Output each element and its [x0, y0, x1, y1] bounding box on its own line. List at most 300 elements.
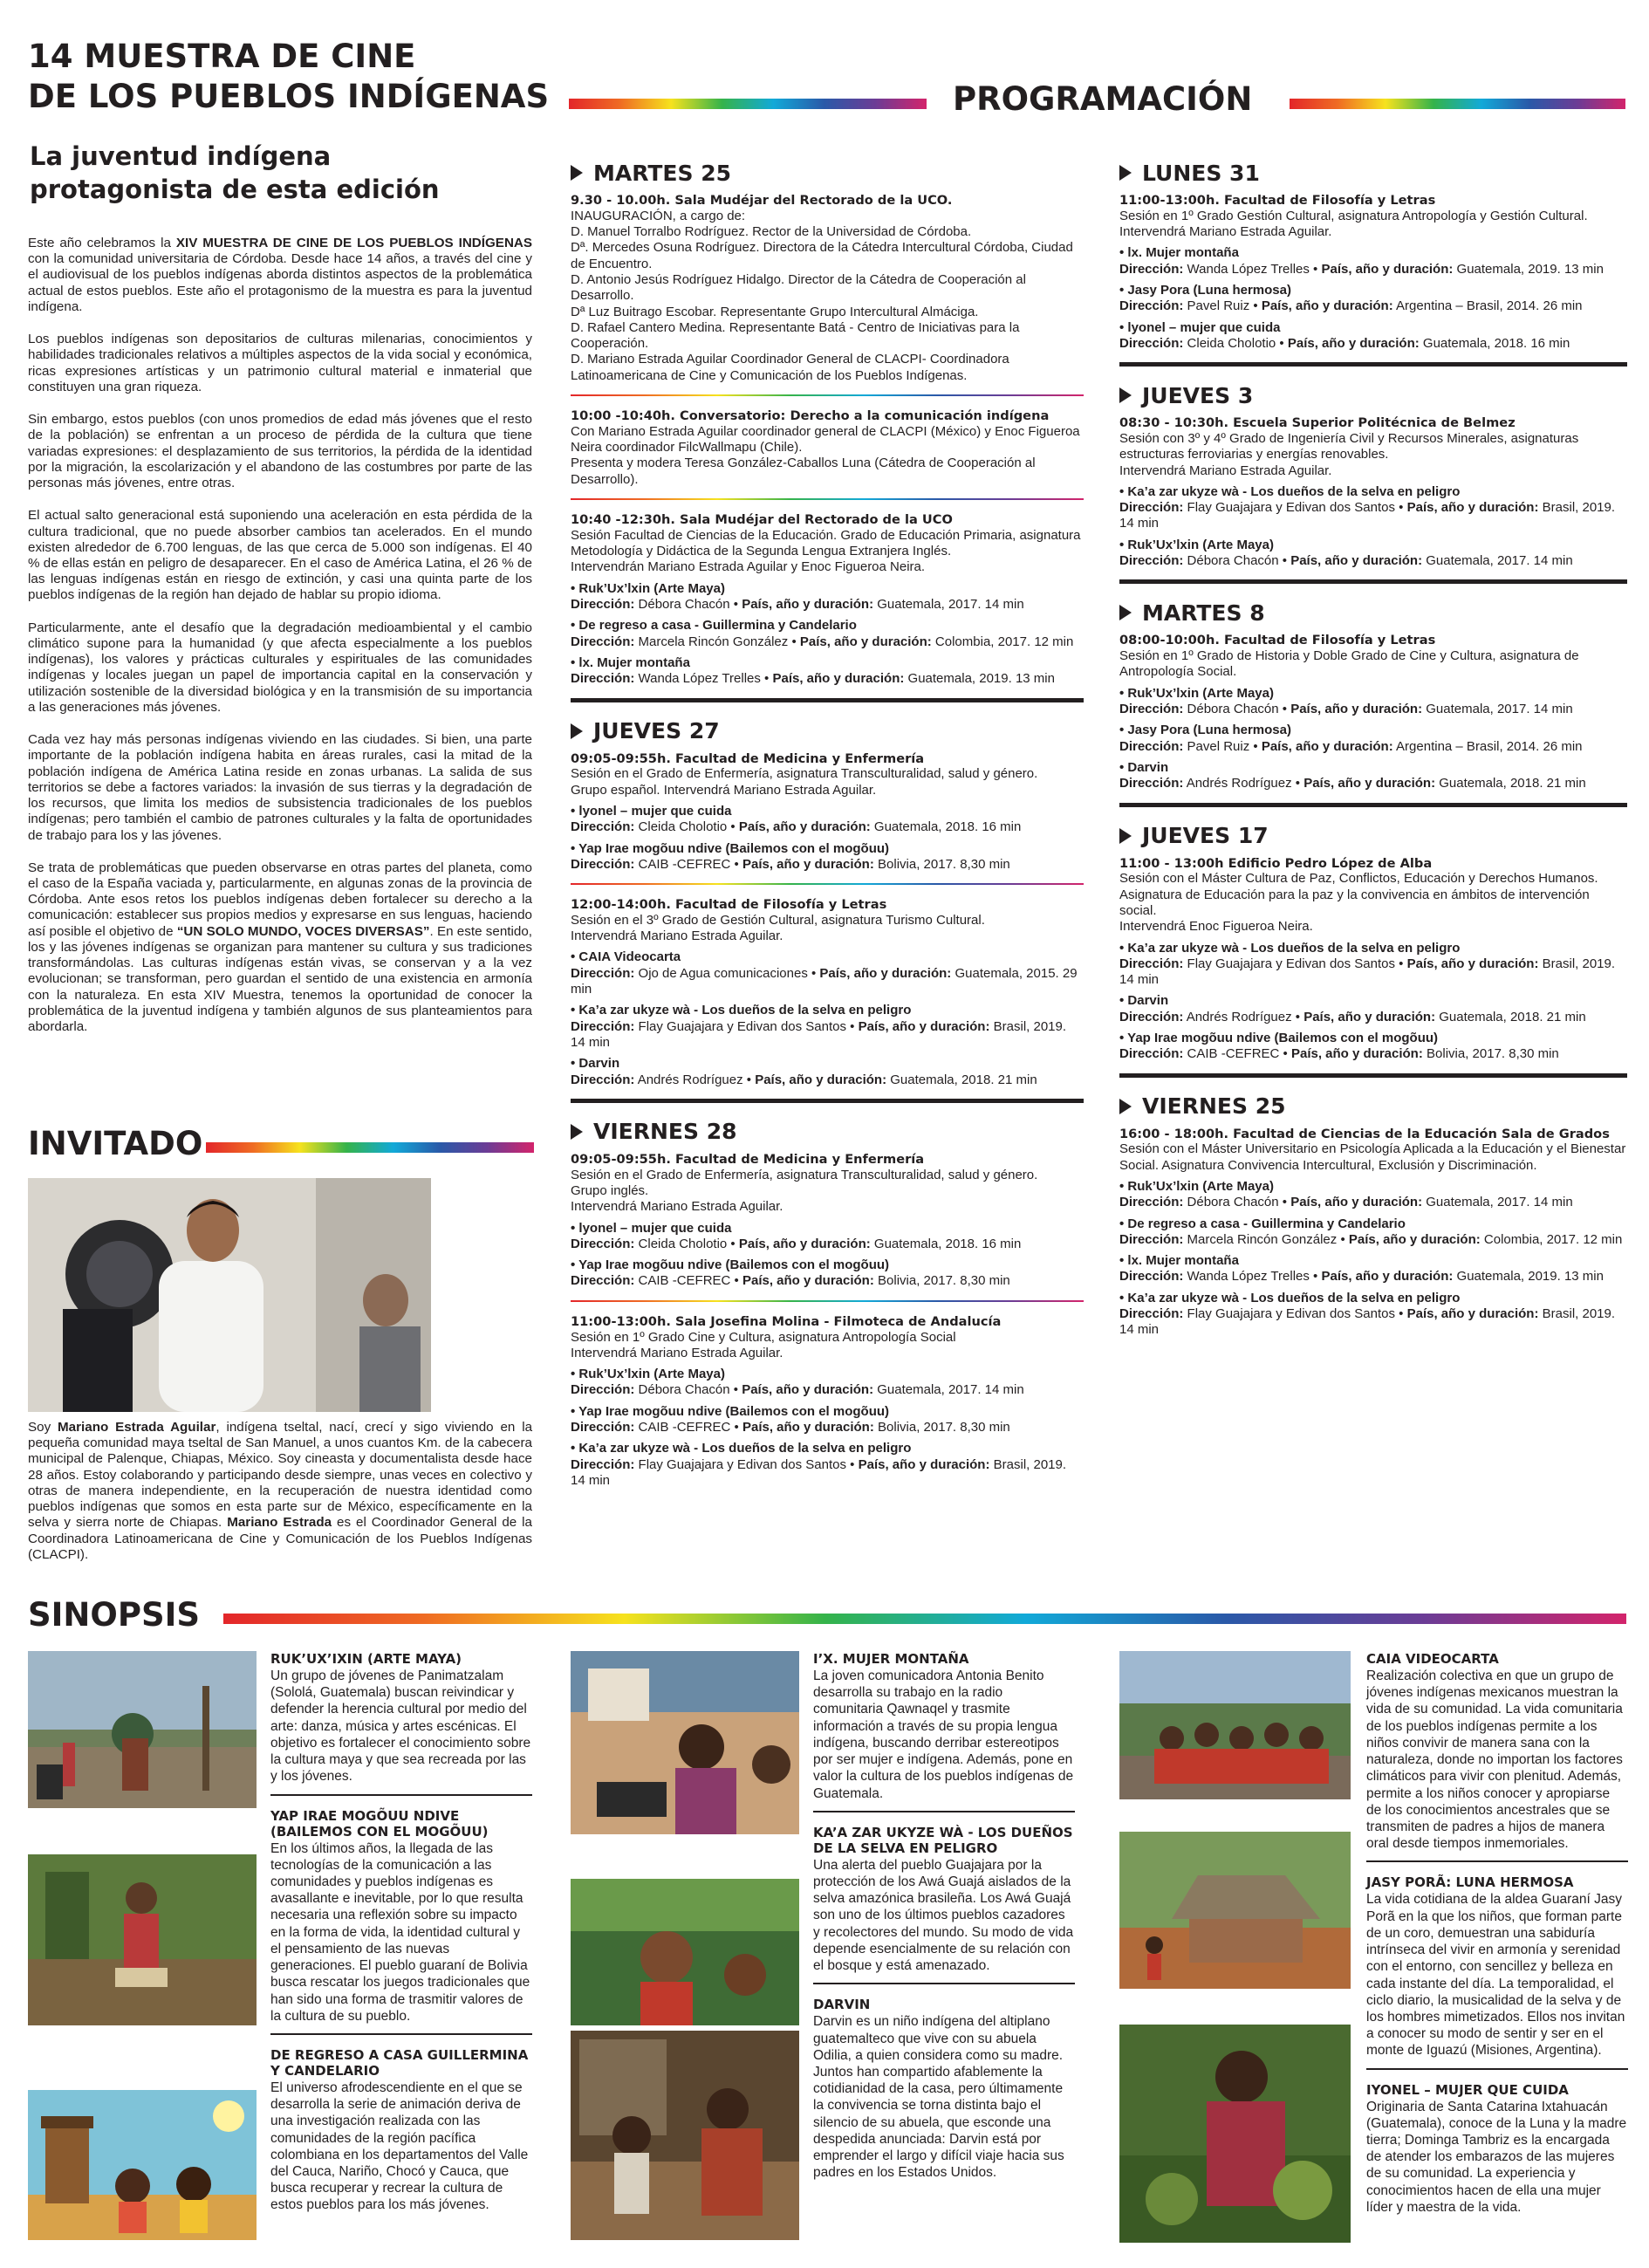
synopsis-description: Realización colectiva en que un grupo de jóvenes indígenas mexicanos muestran la vida de su comunidad. La vida comunitaria de los pueblos indígenas permite a los niños convivir de manera sana con la naturaleza, donde no importan los factores climáticos para vivir con plenitud. Además, permite a los niños conocer y apropiarse de los conocimientos ancestrales que se transmiten de padres a hijos de manera oral desde tiempos inmemoriales.	[1366, 1668, 1623, 1852]
photo-kaa-zar	[571, 1879, 799, 2025]
intro-paragraph: Los pueblos indígenas son depositarios de culturas milenarias, conocimientos y habilidades tradicionales relativos a múltiples aspectos de la vida social y económica, ricas expresiones artísticas y un patrimonio cultural material e inmaterial que constituyen una gran riqueza.	[28, 332, 532, 394]
film-entry	[571, 581, 1084, 613]
country-year-duration-label: País, año y duración:	[1290, 1195, 1423, 1210]
film-title: • Ka’a zar ukyze wà - Los dueños de la selva en peligro	[571, 1003, 912, 1018]
film-details: Dirección: Flay Guajajara y Edivan dos Santos • País, año y duración: Brasil, 2019. 14 min	[571, 1018, 1067, 1050]
director-label: Dirección:	[1119, 500, 1184, 516]
director-label: Dirección:	[571, 965, 635, 981]
country-year-duration: Guatemala, 2018. 16 min	[1422, 335, 1570, 351]
film-title: • lx. Mujer montaña	[1119, 1253, 1239, 1269]
synopsis-column-3	[1366, 1651, 1628, 2216]
film-entry	[1119, 538, 1627, 570]
day-label: JUEVES 27	[593, 718, 720, 744]
film-details: Dirección: CAIB -CEFREC • País, año y duración: Bolivia, 2017. 8,30 min	[571, 1273, 1010, 1289]
session-heading: 08:00-10:00h. Facultad de Filosofía y Letras	[1119, 633, 1436, 648]
session-heading: 09:05-09:55h. Facultad de Medicina y Enfermería	[571, 750, 925, 766]
film-entry	[1119, 760, 1627, 792]
synopsis-column-2	[813, 1651, 1075, 2181]
film-details: Dirección: Wanda López Trelles • País, año y duración: Guatemala, 2019. 13 min	[1119, 1269, 1604, 1285]
country-year-duration: Guatemala, 2017. 14 min	[1426, 553, 1573, 569]
film-details: Dirección: Andrés Rodríguez • País, año y duración: Guatemala, 2018. 21 min	[1119, 776, 1586, 791]
film-entry	[1119, 1291, 1627, 1339]
director-label: Dirección:	[571, 671, 635, 687]
program-session	[571, 408, 1084, 488]
film-entry	[571, 1367, 1084, 1399]
film-title: • Yap Irae mogõuu ndive (Bailemos con el mogõuu)	[1119, 1030, 1439, 1045]
synopsis-divider	[270, 2033, 532, 2035]
film-entry	[1119, 993, 1627, 1025]
session-line: Dª. Mercedes Osuna Rodríguez. Directora de la Cátedra Intercultural Córdoba, Ciudad de Encuentro.	[571, 240, 1073, 271]
session-heading: 08:30 - 10:30h. Escuela Superior Politécnica de Belmez	[1119, 415, 1516, 431]
day-heading	[571, 718, 1084, 744]
session-line: Intervendrán Mariano Estrada Aguilar y Enoc Figueroa Neira.	[571, 559, 926, 575]
synopsis-description: Un grupo de jóvenes de Panimatzalam (Sololá, Guatemala) buscan reivindicar y defender la herencia cultural por medio del arte: danza, música y artes escénicas. El objetivo es fortalecer el conocimiento sobre la cultura maya y que sea recreada por las y los jóvenes.	[270, 1668, 531, 1785]
country-year-duration-label: País, año y duración:	[742, 597, 874, 613]
programacion-title: PROGRAMACIÓN	[953, 80, 1253, 118]
day-label: JUEVES 17	[1142, 823, 1269, 849]
program-session	[571, 193, 1084, 384]
session-line: Intervendrá Mariano Estrada Aguilar.	[1119, 224, 1332, 240]
director-label: Dirección:	[1119, 956, 1184, 971]
country-year-duration: Guatemala, 2017. 14 min	[877, 1382, 1024, 1398]
day-divider	[1119, 362, 1627, 367]
day-divider	[571, 698, 1084, 702]
film-details: Dirección: CAIB -CEFREC • País, año y duración: Bolivia, 2017. 8,30 min	[571, 1420, 1010, 1435]
director-label: Dirección:	[1119, 702, 1184, 717]
film-details: Dirección: Débora Chacón • País, año y duración: Guatemala, 2017. 14 min	[1119, 702, 1573, 717]
film-entry	[571, 841, 1084, 874]
director-label: Dirección:	[571, 1382, 635, 1398]
session-line: Intervendrá Mariano Estrada Aguilar.	[1119, 463, 1332, 478]
director-label: Dirección:	[571, 1236, 635, 1251]
session-line: D. Mariano Estrada Aguilar Coordinador General de CLACPI- Coordinadora Latinoamericana de Cine y Comunicación de los Pueblos Indígenas.	[571, 352, 1009, 383]
film-entry	[1119, 723, 1627, 755]
program-session	[1119, 415, 1627, 569]
director-label: Dirección:	[1119, 298, 1184, 314]
country-year-duration-label: País, año y duración:	[1321, 261, 1454, 277]
film-title: • Ka’a zar ukyze wà - Los dueños de la selva en peligro	[1119, 483, 1461, 499]
sinopsis-title: SINOPSIS	[28, 1596, 201, 1634]
rainbow-bar	[223, 1614, 1626, 1624]
country-year-duration-label: País, año y duración:	[772, 671, 905, 687]
film-title: • Yap Irae mogõuu ndive (Bailemos con el mogõuu)	[571, 1403, 890, 1419]
triangle-icon	[1119, 165, 1132, 181]
film-title: • Jasy Pora (Luna hermosa)	[1119, 282, 1291, 298]
film-details: Dirección: Pavel Ruiz • País, año y duración: Argentina – Brasil, 2014. 26 min	[1119, 298, 1583, 314]
country-year-duration-label: País, año y duración:	[799, 634, 932, 649]
film-entry	[1119, 1031, 1627, 1063]
session-separator	[571, 1300, 1084, 1302]
country-year-duration-label: País, año y duración:	[1406, 956, 1539, 971]
triangle-icon	[1119, 828, 1132, 844]
director-name: Ojo de Agua comunicaciones	[638, 965, 808, 981]
session-line: Grupo inglés.	[571, 1182, 649, 1198]
intro-paragraph: Particularmente, ante el desafío que la degradación medioambiental y el cambio climático supone para la humanidad (y que afecta especialmente a los pueblos indígenas), los valores y prácticas culturales y espirituales de las comunidades indígenas y locales juegan un papel de importancia capital en la conservación y utilización sostenible de la diversidad biológica y en la transmisión de su importancia a las generaciones más jóvenes.	[28, 620, 532, 715]
photo-bailemos	[28, 1854, 257, 2025]
director-label: Dirección:	[1119, 1306, 1184, 1322]
synopsis-description: Originaria de Santa Catarina Ixtahuacán (Guatemala), conoce de la Luna y la madre tierra; Dominga Tambriz es la encargada de atender los embarazos de las mujeres de su comunidad. La experiencia y conocimientos hacen de ella una mujer líder y maestra de la vida.	[1366, 2099, 1627, 2215]
film-details: Dirección: Débora Chacón • País, año y duración: Guatemala, 2017. 14 min	[1119, 553, 1573, 569]
synopsis-film-title: IYONEL – MUJER QUE CUIDA	[1366, 2081, 1569, 2098]
day-heading	[571, 160, 1084, 186]
film-details: Dirección: Flay Guajajara y Edivan dos Santos • País, año y duración: Brasil, 2019. 14 min	[1119, 500, 1616, 531]
director-name: Wanda López Trelles	[1187, 261, 1310, 277]
film-details: Dirección: Andrés Rodríguez • País, año y duración: Guatemala, 2018. 21 min	[1119, 1009, 1586, 1024]
director-name: Andrés Rodríguez	[637, 1072, 743, 1087]
director-label: Dirección:	[1119, 335, 1184, 351]
session-line: D. Antonio Jesús Rodríguez Hidalgo. Director de la Cátedra de Cooperación al Desarrollo.	[571, 271, 1026, 304]
director-name: CAIB -CEFREC	[638, 1273, 731, 1289]
synopsis-divider	[813, 1811, 1075, 1812]
session-heading: 11:00 - 13:00h Edificio Pedro López de Alba	[1119, 855, 1433, 871]
session-heading: 11:00-13:00h. Facultad de Filosofía y Letras	[1119, 193, 1436, 208]
film-entry	[571, 1441, 1084, 1489]
country-year-duration-label: País, año y duración:	[1290, 702, 1423, 717]
session-heading: 11:00-13:00h. Sala Josefina Molina - Filmoteca de Andalucía	[571, 1313, 1002, 1329]
film-title: • Jasy Pora (Luna hermosa)	[1119, 723, 1291, 738]
session-line: Sesión en 1º Grado de Historia y Doble Grado de Cine y Cultura, asignatura de Antropología Social.	[1119, 648, 1579, 680]
guest-photo	[28, 1178, 431, 1412]
day-label: MARTES 25	[593, 160, 731, 186]
day-label: JUEVES 3	[1142, 382, 1254, 408]
country-year-duration: Guatemala, 2018. 21 min	[1439, 776, 1586, 791]
guest-bio	[28, 1420, 532, 1579]
triangle-icon	[571, 165, 583, 181]
director-label: Dirección:	[571, 1420, 635, 1435]
film-entry	[571, 1003, 1084, 1051]
synopsis-film-title: DARVIN	[813, 1997, 871, 2013]
director-label: Dirección:	[1119, 1046, 1184, 1062]
film-entry	[571, 1404, 1084, 1436]
film-entry	[571, 949, 1084, 997]
program-session	[1119, 193, 1627, 352]
photo-mujer-montana	[571, 1651, 799, 1834]
intro-paragraph: Se trata de problemáticas que pueden observarse en otras partes del planeta, como el caso de la España vaciada y, particularmente, en algunas zonas de la provincia de Córdoba. Ante esos retos los pueblos indígenas deben fortalecer su derecho a la comunicación: establecer sus propios medios y expresarse en sus lenguas, haciendo así posible el objetivo de “UN SOLO MUNDO, VOCES DIVERSAS”. En este sentido, los y las jóvenes indígenas se organizan para mantener su cultura y sus tradiciones transformándolas. Las culturas indígenas están vivas, se conservan y a la vez evolucionan; se transforman, pero guardan el sentido de una existencia en armonía con la naturaleza. En esta XIV Muestra, tenemos la oportunidad de conocer la problemática de la juventud indígena y también algunos de sus planteamientos para abordarla.	[28, 860, 532, 1035]
film-title: • lx. Mujer montaña	[571, 654, 690, 670]
film-title: • De regreso a casa - Guillermina y Candelario	[571, 618, 857, 634]
country-year-duration-label: País, año y duración:	[742, 1273, 874, 1289]
synopsis-film-title: I’X. MUJER MONTAÑA	[813, 1651, 969, 1667]
director-name: Flay Guajajara y Edivan dos Santos	[638, 1456, 846, 1472]
country-year-duration-label: País, año y duración:	[858, 1018, 990, 1034]
triangle-icon	[1119, 605, 1132, 620]
session-line: Sesión con el Máster Universitario en Psicología Aplicada a la Educación y el Bienestar Social. Asignatura Convivencia Intercultural, Exclusión y Discriminación.	[1119, 1141, 1626, 1173]
country-year-duration: Guatemala, 2018. 21 min	[1439, 1009, 1586, 1024]
program-session	[1119, 856, 1627, 1063]
country-year-duration-label: País, año y duración:	[742, 1382, 874, 1398]
film-entry	[1119, 1216, 1627, 1249]
director-name: CAIB -CEFREC	[638, 1420, 731, 1435]
film-details: Dirección: Ojo de Agua comunicaciones • País, año y duración: Guatemala, 2015. 29 min	[571, 965, 1078, 997]
director-name: Andrés Rodríguez	[1186, 1009, 1292, 1024]
intro-paragraph: Cada vez hay más personas indígenas viviendo en las ciudades. Si bien, una parte importante de la población indígena habita en áreas rurales, casi la mitad de la población indígena de América Latina reside en zonas urbanas. La salida de sus territorios se debe a factores variados: la invasión de sus tierras y la degradación de los recursos, que limita los medios de subsistencia tradicionales de los pueblos indígenas; pero también el cambio de patrones culturales y la falta de oportunidades de trabajo para los y las jóvenes.	[28, 732, 532, 843]
country-year-duration-label: País, año y duración:	[819, 965, 952, 981]
session-line: Presenta y modera Teresa González-Caballos Luna (Cátedra de Cooperación al Desarrollo).	[571, 456, 1036, 487]
session-heading: 16:00 - 18:00h. Facultad de Ciencias de la Educación Sala de Grados	[1119, 1126, 1610, 1141]
film-title: • Ruk’Ux’lxin (Arte Maya)	[571, 1367, 725, 1382]
day-heading	[571, 1119, 1084, 1145]
session-line: Sesión en el 3º Grado de Gestión Cultural, asignatura Turismo Cultural.	[571, 912, 985, 928]
country-year-duration-label: País, año y duración:	[1303, 776, 1436, 791]
country-year-duration: Guatemala, 2015. 29 min	[571, 965, 1078, 997]
director-name: Débora Chacón	[1187, 553, 1279, 569]
film-title: • De regreso a casa - Guillermina y Candelario	[1119, 1216, 1406, 1231]
film-details: Dirección: Débora Chacón • País, año y duración: Guatemala, 2017. 14 min	[571, 1382, 1024, 1398]
country-year-duration: Bolivia, 2017. 8,30 min	[878, 1273, 1010, 1289]
session-separator	[571, 883, 1084, 885]
session-line: Sesión con 3º y 4º Grado de Ingeniería Civil y Recursos Minerales, asignaturas estructuras ferroviarias y energías renovables.	[1119, 430, 1579, 463]
country-year-duration-label: País, año y duración:	[1348, 1231, 1481, 1247]
country-year-duration-label: País, año y duración:	[1321, 1269, 1454, 1285]
country-year-duration-label: País, año y duración:	[738, 819, 871, 835]
triangle-icon	[1119, 1099, 1132, 1114]
day-divider	[571, 1099, 1084, 1103]
film-entry	[571, 655, 1084, 688]
film-title: • lyonel – mujer que cuida	[1119, 319, 1281, 335]
subtitle-line-2: protagonista de esta edición	[30, 175, 440, 204]
country-year-duration: Bolivia, 2017. 8,30 min	[878, 1420, 1010, 1435]
country-year-duration-label: País, año y duración:	[742, 856, 874, 872]
film-entry	[1119, 686, 1627, 718]
director-label: Dirección:	[571, 856, 635, 872]
photo-caia	[1119, 1651, 1351, 1799]
program-session	[571, 1152, 1084, 1290]
film-details: Dirección: Débora Chacón • País, año y duración: Guatemala, 2017. 14 min	[571, 597, 1024, 613]
session-heading: 12:00-14:00h. Facultad de Filosofía y Letras	[571, 897, 887, 913]
session-line: D. Rafael Cantero Medina. Representante Batá - Centro de Iniciativas para la Cooperación.	[571, 319, 1020, 352]
director-label: Dirección:	[1119, 1195, 1184, 1210]
country-year-duration-label: País, año y duración:	[1406, 1306, 1539, 1322]
director-name: Marcela Rincón González	[638, 634, 789, 649]
director-name: Flay Guajajara y Edivan dos Santos	[1187, 956, 1395, 971]
country-year-duration-label: País, año y duración:	[1303, 1009, 1436, 1024]
country-year-duration-label: País, año y duración:	[1290, 1046, 1423, 1062]
director-name: CAIB -CEFREC	[1187, 1046, 1280, 1062]
director-label: Dirección:	[1119, 1231, 1184, 1247]
day-label: VIERNES 28	[593, 1119, 737, 1145]
synopsis-film-title: DE REGRESO A CASA GUILLERMINA Y CANDELARIO	[270, 2046, 529, 2079]
director-name: Débora Chacón	[638, 1382, 730, 1398]
country-year-duration: Guatemala, 2018. 21 min	[890, 1072, 1037, 1087]
photo-darvin	[571, 2031, 799, 2240]
session-line: Intervendrá Mariano Estrada Aguilar.	[571, 1345, 783, 1360]
country-year-duration: Guatemala, 2017. 14 min	[1426, 1195, 1573, 1210]
session-line: Intervendrá Enoc Figueroa Neira.	[1119, 919, 1313, 935]
country-year-duration: Argentina – Brasil, 2014. 26 min	[1396, 298, 1583, 314]
country-year-duration: Brasil, 2019. 14 min	[571, 1018, 1067, 1050]
session-heading: 9.30 - 10.00h. Sala Mudéjar del Rectorado de la UCO.	[571, 193, 953, 208]
director-label: Dirección:	[1119, 738, 1184, 754]
triangle-icon	[1119, 387, 1132, 403]
film-details: Dirección: Flay Guajajara y Edivan dos Santos • País, año y duración: Brasil, 2019. 14 min	[1119, 1306, 1616, 1338]
film-details: Dirección: Flay Guajajara y Edivan dos Santos • País, año y duración: Brasil, 2019. 14 min	[571, 1456, 1067, 1488]
film-title: • Ruk’Ux’lxin (Arte Maya)	[571, 580, 725, 596]
guest-bio-text: Soy Mariano Estrada Aguilar, indígena tseltal, nací, crecí y sigo viviendo en la pequeña comunidad maya tseltal de San Manuel, a unos cuantos Km. de la cabecera municipal de Palenque, Chiapas, México. Soy cineasta y documentalista desde hace 28 años. Estoy colaborando y participando desde siempre, unas veces en colectivo y otras de manera independiente, en la recuperación de nuestra identidad como pueblos indígenas que somos en esta parte sur de México, específicamente en la selva y sierra norte de Chiapas. Mariano Estrada es el Coordinador General de la Coordinadora Latinoamericana de Cine y Comunicación de los Pueblos Indígenas (CLACPI).	[28, 1420, 533, 1562]
director-label: Dirección:	[571, 1018, 635, 1034]
film-title: • Darvin	[571, 1056, 620, 1072]
synopsis-divider	[270, 1794, 532, 1796]
director-name: Flay Guajajara y Edivan dos Santos	[1187, 1306, 1395, 1322]
director-name: Wanda López Trelles	[1187, 1269, 1310, 1285]
session-line: Sesión Facultad de Ciencias de la Educación. Grado de Educación Primaria, asignatura Metodología y Didáctica de la Segunda Lengua Extranjera Inglés.	[571, 527, 1081, 559]
intro-paragraph: Sin embargo, estos pueblos (con unos promedios de edad más jóvenes que el resto de la población) se enfrentan a un proceso de pérdida de la cultura que tiene variadas expresiones: el desplazamiento de sus territorios, la pérdida de la identidad por la migración, la escolarización y el abandono de las costumbres por parte de las personas más jóvenes, entre otras.	[28, 412, 532, 491]
country-year-duration-label: País, año y duración:	[755, 1072, 887, 1087]
film-entry	[571, 1257, 1084, 1290]
director-label: Dirección:	[1119, 776, 1184, 791]
film-title: • Yap Irae mogõuu ndive (Bailemos con el mogõuu)	[571, 1257, 890, 1273]
film-entry	[571, 1056, 1084, 1088]
country-year-duration: Brasil, 2019. 14 min	[1119, 1306, 1616, 1338]
synopsis-film-title: RUK’UX’IXIN (ARTE MAYA)	[270, 1651, 462, 1667]
country-year-duration-label: País, año y duración:	[1287, 335, 1420, 351]
country-year-duration-label: País, año y duración:	[742, 1420, 874, 1435]
film-details: Dirección: CAIB -CEFREC • País, año y duración: Bolivia, 2017. 8,30 min	[1119, 1046, 1559, 1062]
film-title: • lyonel – mujer que cuida	[571, 803, 732, 819]
session-line: Sesión con el Máster Cultura de Paz, Conflictos, Educación y Derechos Humanos.	[1119, 871, 1598, 887]
synopsis-description: La joven comunicadora Antonia Benito desarrolla su trabajo en la radio comunitaria Qawnaqel y trasmite información a través de su propia lengua indígena, buscando derribar estereotipos por ser mujer e indígena. Además, pone en valor la cultura de los pueblos indígenas de Guatemala.	[813, 1668, 1074, 1801]
page-title	[28, 37, 549, 117]
synopsis-film-title: YAP IRAE MOGÕUU NDIVE (BAILEMOS CON EL MOGÕUU)	[270, 1807, 489, 1840]
synopsis-description: El universo afrodescendiente en el que se desarrolla la serie de animación deriva de una investigación realizada con las comunidades de la región pacífica colombiana en los departamentos del Valle del Cauca, Nariño, Chocó y Cauca, que busca recuperar y recrear la cultura de estos pueblos para los más jóvenes.	[270, 2080, 529, 2213]
director-name: Débora Chacón	[1187, 702, 1279, 717]
program-session	[1119, 633, 1627, 791]
film-entry	[571, 1221, 1084, 1253]
synopsis-film-title: KA’A ZAR UKYZE WÀ - LOS DUEÑOS DE LA SELVA EN PELIGRO	[813, 1824, 1073, 1856]
country-year-duration: Colombia, 2017. 12 min	[934, 634, 1074, 649]
film-details: Dirección: Flay Guajajara y Edivan dos Santos • País, año y duración: Brasil, 2019. 14 min	[1119, 956, 1616, 988]
intro-paragraph: Este año celebramos la XIV MUESTRA DE CINE DE LOS PUEBLOS INDÍGENAS con la comunidad universitaria de Córdoba. Desde hace 14 años, a través del cine y el audiovisual de los pueblos indígenas aborda distintos aspectos de la problemática actual de estos pueblos. Este año el protagonismo de la muestra es para la juventud indígena.	[28, 236, 533, 314]
film-entry	[571, 804, 1084, 836]
day-heading	[1119, 600, 1627, 626]
director-name: Débora Chacón	[638, 597, 730, 613]
country-year-duration: Bolivia, 2017. 8,30 min	[1427, 1046, 1559, 1062]
film-entry	[1119, 320, 1627, 353]
synopsis-film-title: JASY PORÃ: LUNA HERMOSA	[1366, 1874, 1574, 1891]
director-label: Dirección:	[571, 634, 635, 649]
session-heading: 10:00 -10:40h. Conversatorio: Derecho a la comunicación indígena	[571, 408, 1050, 424]
country-year-duration-label: País, año y duración:	[1290, 553, 1423, 569]
country-year-duration-label: País, año y duración:	[1406, 500, 1539, 516]
director-name: Marcela Rincón González	[1187, 1231, 1338, 1247]
director-label: Dirección:	[1119, 553, 1184, 569]
director-name: Pavel Ruiz	[1187, 298, 1250, 314]
day-divider	[1119, 1073, 1627, 1078]
program-session	[571, 751, 1084, 874]
director-label: Dirección:	[1119, 261, 1184, 277]
film-details: Dirección: Pavel Ruiz • País, año y duración: Argentina – Brasil, 2014. 26 min	[1119, 738, 1583, 754]
film-entry	[1119, 1253, 1627, 1285]
session-line: Sesión en 1º Grado Gestión Cultural, asignatura Antropología y Gestión Cultural.	[1119, 208, 1588, 223]
director-label: Dirección:	[571, 1456, 635, 1472]
director-label: Dirección:	[571, 1273, 635, 1289]
country-year-duration: Brasil, 2019. 14 min	[1119, 956, 1616, 988]
photo-de-regreso	[28, 2090, 257, 2240]
synopsis-description: Darvin es un niño indígena del altiplano guatemalteco que vive con su abuela Odilia, a quien considera como su madre. Juntos han compartido afablemente la cotidianidad de la casa, pero últimamente la convivencia se torna distinta bajo el silencio de su abuela, que esconde una despedida anunciada: Darvin está por emprender el largo y difícil viaje hacia sus padres en los Estados Unidos.	[813, 2014, 1064, 2181]
film-entry	[1119, 484, 1627, 532]
session-line: Sesión en el Grado de Enfermería, asignatura Transculturalidad, salud y género.	[571, 1167, 1038, 1182]
program-column-middle	[571, 160, 1084, 1489]
film-title: • lx. Mujer montaña	[1119, 245, 1239, 261]
film-title: • Yap Irae mogõuu ndive (Bailemos con el mogõuu)	[571, 840, 890, 856]
film-entry	[571, 618, 1084, 650]
synopsis-divider	[1366, 1860, 1628, 1862]
day-heading	[1119, 160, 1627, 186]
program-column-right	[1119, 160, 1627, 1339]
country-year-duration: Brasil, 2019. 14 min	[1119, 500, 1616, 531]
page-subtitle	[30, 140, 440, 206]
intro-paragraph: El actual salto generacional está suponiendo una aceleración en esta pérdida de la cultura tradicional, que no puede absorber cambios tan acelerados. En el mundo existen alrededor de 6.700 lenguas, de las que cerca de 5.000 son indígenas. El 40 % de ellas están en peligro de desaparecer. En el caso de América Latina, el 26 % de las lenguas indígenas están en riesgo de extinción, y casi una quinta parte de los pueblos indígenas de la región han dejado de hablar su propio idioma.	[28, 508, 532, 603]
country-year-duration: Colombia, 2017. 12 min	[1483, 1231, 1623, 1247]
film-details: Dirección: Cleida Cholotio • País, año y duración: Guatemala, 2018. 16 min	[571, 1236, 1022, 1251]
photo-jasy-pora	[1119, 1832, 1351, 1989]
day-divider	[1119, 579, 1627, 584]
program-session	[571, 1314, 1084, 1489]
country-year-duration-label: País, año y duración:	[1261, 298, 1393, 314]
program-session	[571, 512, 1084, 687]
session-line: Intervendrá Mariano Estrada Aguilar.	[571, 928, 783, 944]
country-year-duration: Guatemala, 2018. 16 min	[873, 1236, 1022, 1251]
rainbow-bar	[569, 99, 927, 109]
film-details: Dirección: CAIB -CEFREC • País, año y duración: Bolivia, 2017. 8,30 min	[571, 856, 1010, 872]
film-title: • Ruk’Ux’lxin (Arte Maya)	[1119, 537, 1274, 552]
director-label: Dirección:	[1119, 1269, 1184, 1285]
synopsis-divider	[1366, 2068, 1628, 2070]
session-line: Intervendrá Mariano Estrada Aguilar.	[571, 1199, 783, 1215]
film-details: Dirección: Cleida Cholotio • País, año y duración: Guatemala, 2018. 16 min	[571, 819, 1022, 835]
film-title: • Ka’a zar ukyze wà - Los dueños de la selva en peligro	[1119, 940, 1461, 956]
film-title: • Ruk’Ux’lxin (Arte Maya)	[1119, 685, 1274, 701]
day-heading	[1119, 382, 1627, 408]
director-name: Wanda López Trelles	[638, 671, 761, 687]
synopsis-film-title: CAIA VIDEOCARTA	[1366, 1651, 1499, 1667]
country-year-duration: Argentina – Brasil, 2014. 26 min	[1396, 738, 1583, 754]
session-separator	[571, 394, 1084, 396]
intro-text	[28, 236, 532, 1052]
session-heading: 09:05-09:55h. Facultad de Medicina y Enfermería	[571, 1151, 925, 1167]
synopsis-description: En los últimos años, la llegada de las tecnologías de la comunicación a las comunidades y pueblos indígenas es avasallante e inevitable, por lo que resulta necesaria una reflexión sobre su impacto en la forma de vida, la identidad cultural y el pensamiento de las nuevas generaciones. El pueblo guaraní de Bolivia busca rescatar los juegos tradicionales que han sido una forma de trasmitir valores de la cultura de su pueblo.	[270, 1840, 530, 2024]
film-entry	[1119, 283, 1627, 315]
photo-iyonel	[1119, 2025, 1351, 2243]
day-divider	[1119, 803, 1627, 807]
session-line: Sesión en el Grado de Enfermería, asignatura Transculturalidad, salud y género.	[571, 766, 1038, 782]
program-session	[1119, 1127, 1627, 1339]
title-line-2: DE LOS PUEBLOS INDÍGENAS	[28, 78, 550, 115]
director-name: Cleida Cholotio	[1187, 335, 1276, 351]
invitado-title: INVITADO	[28, 1125, 203, 1162]
session-line: INAUGURACIÓN, a cargo de:	[571, 208, 746, 223]
triangle-icon	[571, 1124, 583, 1140]
country-year-duration: Guatemala, 2019. 13 min	[1456, 261, 1604, 277]
synopsis-description: Una alerta del pueblo Guajajara por la protección de los Awá Guajá aislados de la selva amazónica brasileña. Los Awá Guajá son uno de los últimos pueblos cazadores y recolectores del mundo. Su modo de vida depende esencialmente de su relación con el bosque y está amenazado.	[813, 1857, 1074, 1974]
director-label: Dirección:	[571, 1072, 635, 1087]
session-heading: 10:40 -12:30h. Sala Mudéjar del Rectorado de la UCO	[571, 512, 953, 528]
photo-arte-maya	[28, 1651, 257, 1808]
film-details: Dirección: Débora Chacón • País, año y duración: Guatemala, 2017. 14 min	[1119, 1195, 1573, 1210]
film-details: Dirección: Marcela Rincón González • País, año y duración: Colombia, 2017. 12 min	[1119, 1231, 1623, 1247]
subtitle-line-1: La juventud indígena	[30, 141, 332, 171]
film-entry	[1119, 1179, 1627, 1211]
synopsis-description: La vida cotidiana de la aldea Guaraní Jasy Porã en la que los niños, que forman parte de un coro, demuestran una sabiduría intrínseca del vivir en armonía y serenidad con el entorno, con sencillez y belleza en cada instante del día. La temporalidad, el ciclo diario, la musicalidad de la selva y de los hombres mimetizados. Ellos nos invitan a conocer su modo de sentir y ser en el monte de Iguazú (Misiones, Argentina).	[1366, 1892, 1625, 2059]
film-title: • Darvin	[1119, 993, 1169, 1009]
day-label: VIERNES 25	[1142, 1093, 1286, 1120]
film-title: • Ka’a zar ukyze wà - Los dueños de la selva en peligro	[1119, 1290, 1461, 1305]
country-year-duration: Brasil, 2019. 14 min	[571, 1456, 1067, 1488]
director-label: Dirección:	[571, 597, 635, 613]
film-details: Dirección: Wanda López Trelles • País, año y duración: Guatemala, 2019. 13 min	[571, 671, 1055, 687]
session-line: Con Mariano Estrada Aguilar coordinador general de CLACPI (México) y Enoc Figueroa Neira coordinador FilcWallmapu (Chile).	[571, 423, 1080, 456]
director-label: Dirección:	[1119, 1009, 1184, 1024]
session-separator	[571, 498, 1084, 500]
